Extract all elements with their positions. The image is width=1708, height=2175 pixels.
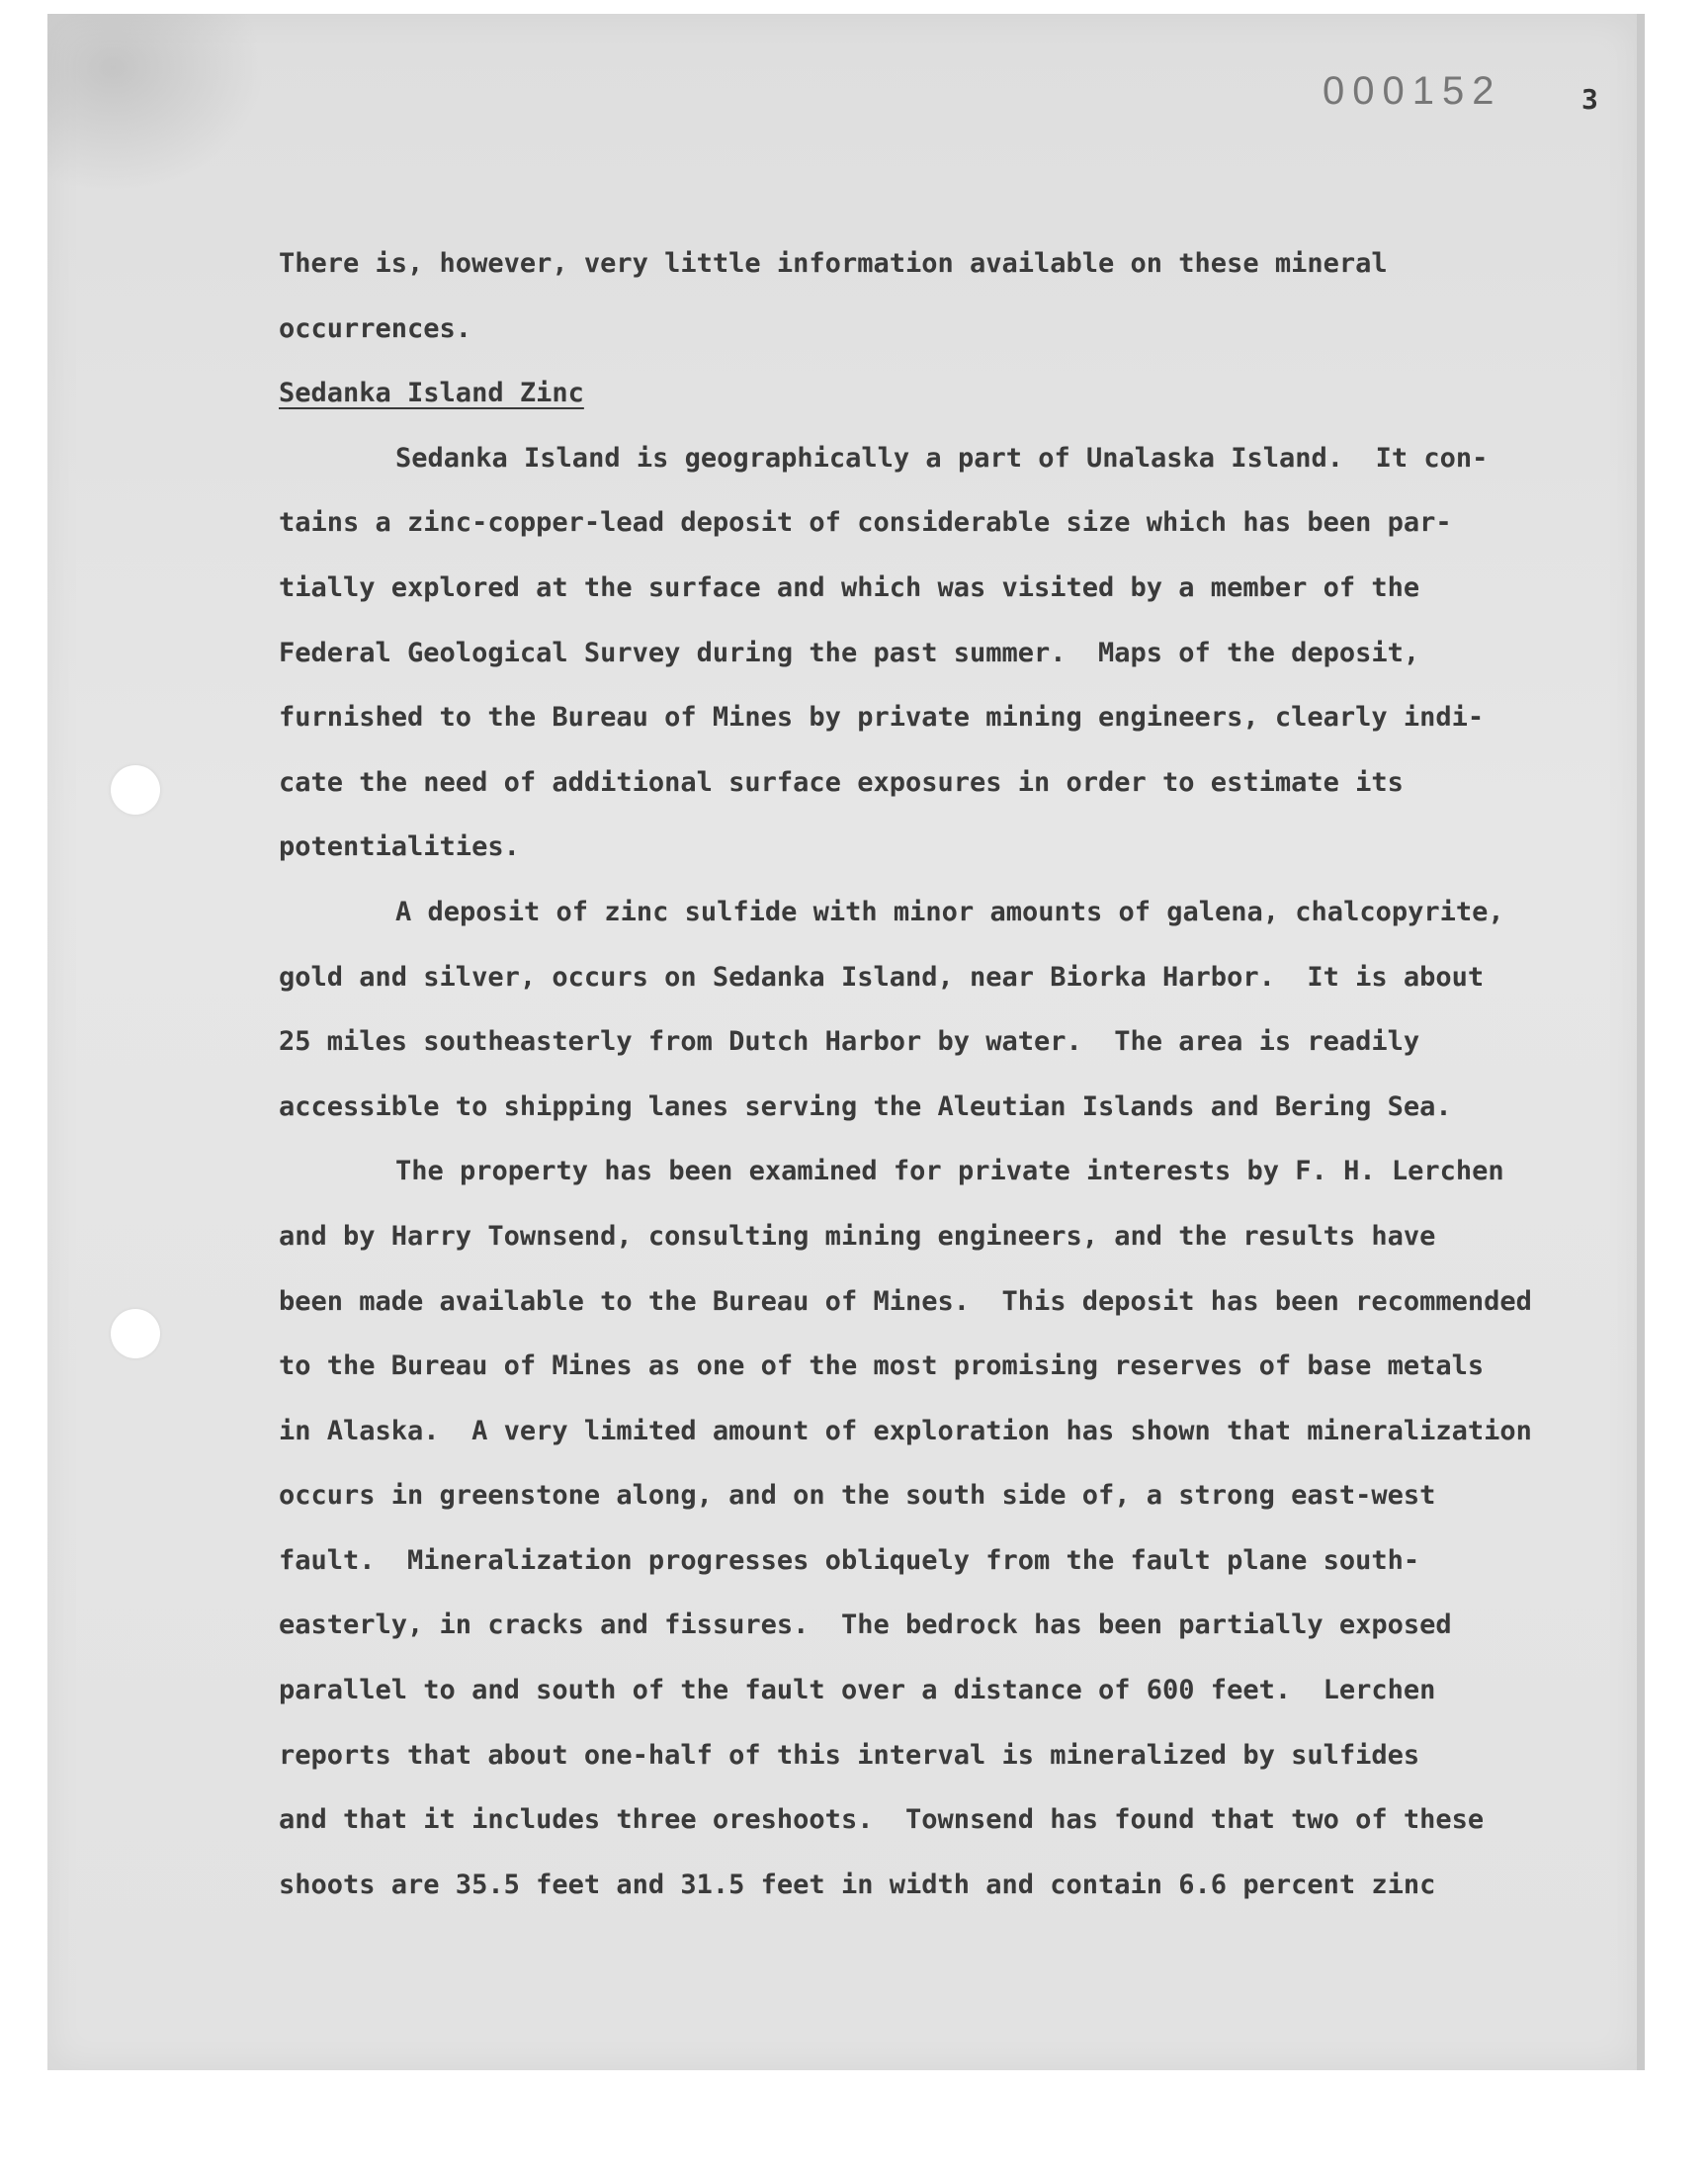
section-heading: Sedanka Island Zinc [279,378,584,409]
punch-hole-lower [111,1309,160,1358]
text-line: to the Bureau of Mines as one of the most promising reserves of base metals [279,1350,1485,1382]
text-line: shoots are 35.5 feet and 31.5 feet in width and contain 6.6 percent zinc [279,1869,1436,1900]
text-line: easterly, in cracks and fissures. The bedrock has been partially exposed [279,1610,1452,1641]
text-line: accessible to shipping lanes serving the Aleutian Islands and Bering Sea. [279,1090,1452,1122]
text-line: and that it includes three oreshoots. Townsend has found that two of these [279,1804,1485,1836]
text-line: Federal Geological Survey during the past summer. Maps of the deposit, [279,637,1420,668]
text-line: occurs in greenstone along, and on the south side of, a strong east-west [279,1480,1436,1512]
document-body [279,231,1583,1917]
text-line: The property has been examined for private interests by F. H. Lerchen [395,1156,1504,1187]
text-line: There is, however, very little information available on these mineral [279,248,1388,279]
text-line: reports that about one-half of this interval is mineralized by sulfides [279,1739,1420,1771]
text-line: occurrences. [279,312,472,344]
text-line: furnished to the Bureau of Mines by private mining engineers, clearly indi- [279,702,1485,734]
text-line: A deposit of zinc sulfide with minor amounts of galena, chalcopyrite, [395,896,1504,927]
text-line: and by Harry Townsend, consulting mining engineers, and the results have [279,1220,1436,1252]
page-number: 3 [1581,83,1598,116]
text-line: cate the need of additional surface exposures in order to estimate its [279,766,1404,798]
text-line: in Alaska. A very limited amount of exploration has shown that mineralization [279,1415,1532,1446]
text-line: fault. Mineralization progresses obliquely from the fault plane south- [279,1544,1420,1576]
text-line: 25 miles southeasterly from Dutch Harbor by water. The area is readily [279,1026,1420,1058]
text-line: parallel to and south of the fault over a distance of 600 feet. Lerchen [279,1675,1436,1706]
text-line: potentialities. [279,831,520,863]
text-line: tains a zinc-copper-lead deposit of considerable size which has been par- [279,507,1452,539]
text-line: tially explored at the surface and which was visited by a member of the [279,571,1420,603]
text-line: been made available to the Bureau of Mines. This deposit has been recommended [279,1285,1532,1317]
text-line: Sedanka Island is geographically a part of Unalaska Island. It con- [395,442,1489,474]
text-line: gold and silver, occurs on Sedanka Island, near Biorka Harbor. It is about [279,961,1485,993]
punch-hole-upper [111,765,160,815]
document-number-stamp: 000152 [1323,69,1502,113]
